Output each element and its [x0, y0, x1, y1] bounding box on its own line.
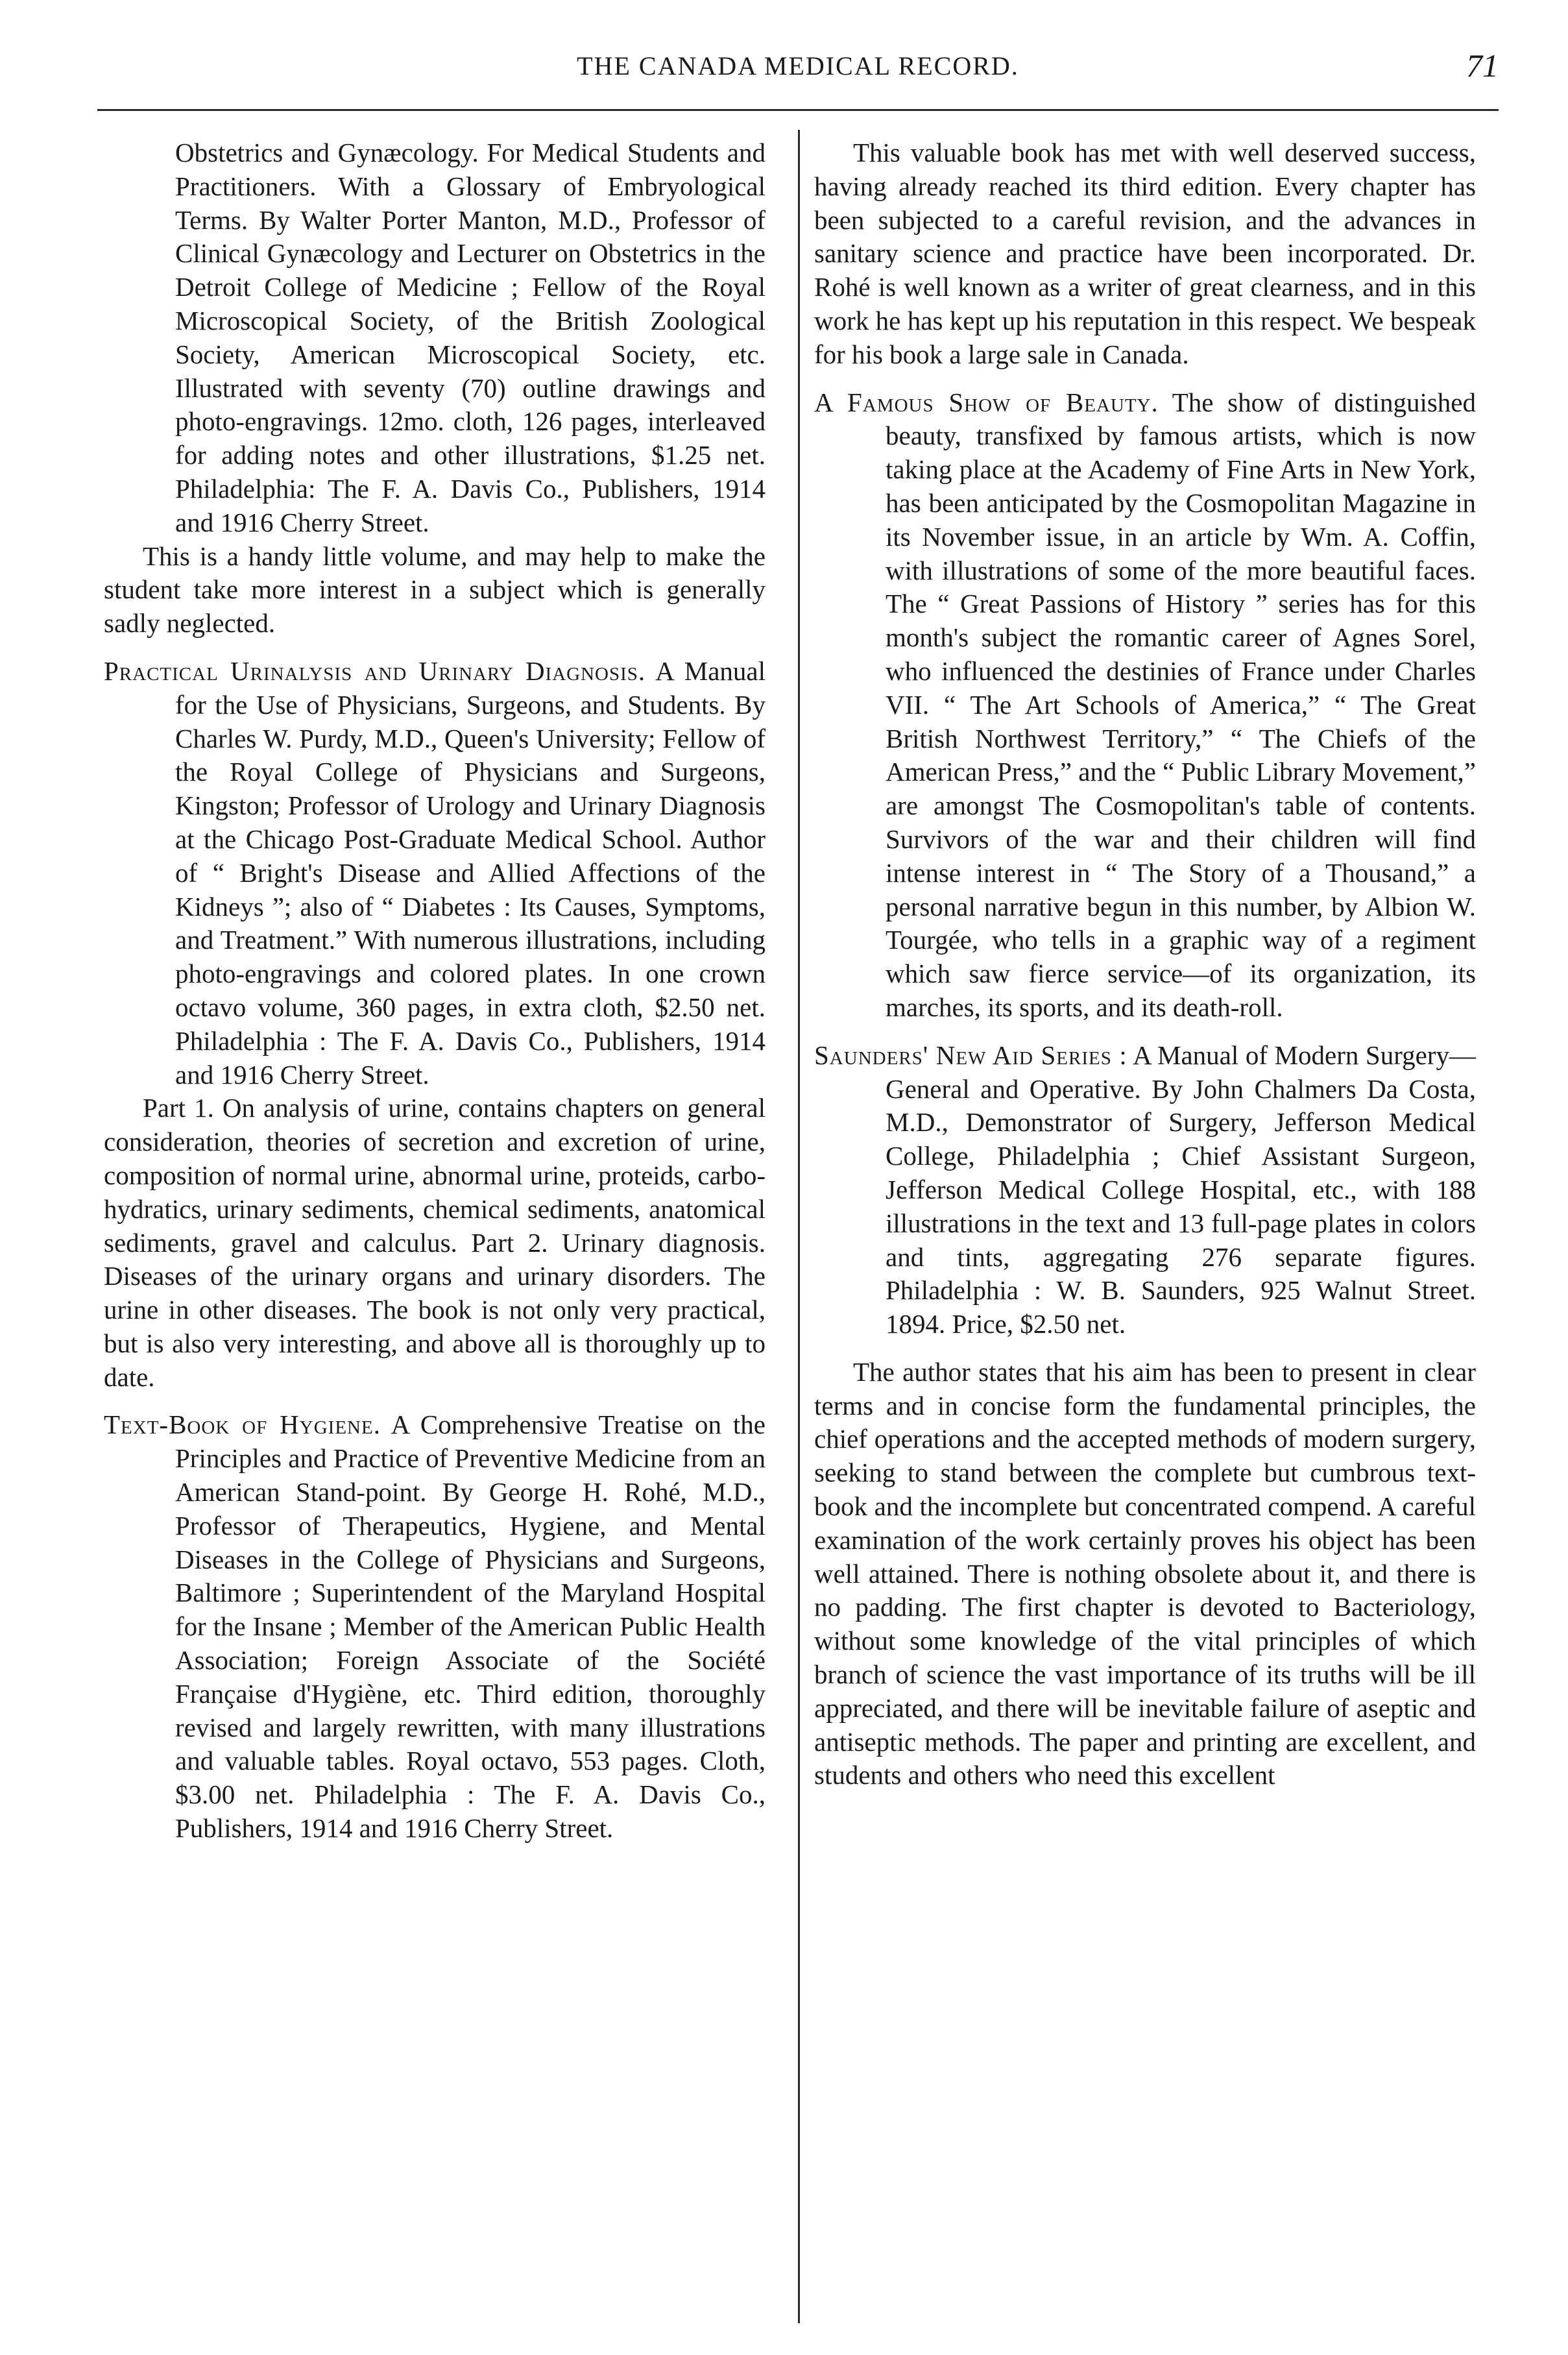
rohe-heading: Text-Book of Hygiene. — [104, 1409, 381, 1440]
saunders-details: A Manual of Modern Surgery—General and Operative. By John Chalmers Da Costa, M.D., Demonstrator of Surgery, Jefferson Medical College, Philadelphia ; Chief Assistant Surgeon, Jefferson Medical College Hospital, etc., with 188 illustrations in the text and 13 full-page plates in colors and tints, aggregating 276 separate figures. Philadelphia : W. B. Saunders, 925 Walnut Street. 1894. Price, $2.50 net. — [886, 1040, 1476, 1339]
saunders-book-entry — [814, 1039, 1476, 1341]
saunders-heading: Saunders' New Aid Series : — [814, 1040, 1128, 1070]
beauty-notice — [814, 386, 1476, 1025]
manton-book-entry: Obstetrics and Gynæcology. For Medical Students and Practitioners. With a Glossary of Embryological Terms. By Walter Porter Manton, M.D., Professor of Clinical Gynæcology and Lecturer on Obstetrics in the Detroit College of Medicine ; Fellow of the Royal Microscopical Society, of the British Zoological Society, American Microscopical Society, etc. Illustrated with seventy (70) outline drawings and photo-engravings. 12mo. cloth, 126 pages, interleaved for adding notes and other illustrations, $1.25 net. Philadelphia: The F. A. Davis Co., Publishers, 1914 and 1916 Cherry Street. — [175, 138, 766, 537]
saunders-review: The author states that his aim has been to present in clear terms and in concise form the fundamental principles, the chief operations and the accepted methods of modern surgery, seeking to stand between the complete but cumbrous text-book and the incomplete but concentrated compend. A careful examination of the work certainly proves his object has been well attained. There is nothing obsolete about it, and there is no padding. The first chapter is devoted to Bacteriology, without some knowledge of the vital principles of which branch of science the vast importance of its truths will be ill appreciated, and there will be inevitable failure of aseptic and antiseptic methods. The paper and printing are excellent, and students and others who need this excellent — [814, 1356, 1476, 1790]
purdy-book-entry — [104, 655, 766, 1092]
journal-title: THE CANADA MEDICAL RECORD. — [577, 51, 1019, 80]
column-separator — [798, 130, 800, 2323]
beauty-details: The show of distinguished beauty, transfixed by famous artists, which is now taking place at the Academy of Fine Arts in New York, has been anticipated by the Cosmopolitan Magazine in its November issue, in an article by Wm. A. Coffin, with illustrations of some of the more beautiful faces. The “ Great Passions of History ” series has for this month's subject the romantic career of Agnes Sorel, who influenced the destinies of France under Charles VII. “ The Art Schools of America,” “ The Great British Northwest Territory,” “ The Chiefs of the American Press,” and the “ Public Library Movement,” are amongst The Cosmopolitan's table of contents. Survivors of the war and their children will find intense interest in “ The Story of a Thousand,” a personal narrative begun in this number, by Albion W. Tourgée, who tells in a graphic way of a regiment which saw fierce service—of its organization, its marches, its sports, and its death-roll. — [886, 387, 1476, 1022]
page-number: 71 — [1466, 47, 1499, 84]
rohe-review: This valuable book has met with well deserved success, having already reached its third edition. Every chapter has been subjected to a careful revision, and the advances in sanitary science and practice have been incorporated. Dr. Rohé is well known as a writer of great clearness, and in this work he has kept up his reputation in this respect. We bespeak for his book a large sale in Canada. — [814, 138, 1476, 369]
purdy-review: Part 1. On analysis of urine, contains chapters on general consideration, theories of secretion and excretion of urine, composition of normal urine, abnormal urine, proteids, carbo-hydratics, urinary sediments, chemical sediments, anatomical sediments, gravel and calculus. Part 2. Urinary diagnosis. Diseases of the urinary organs and urinary disorders. The urine in other diseases. The book is not only very practical, but is also very interesting, and above all is thoroughly up to date. — [104, 1093, 766, 1392]
purdy-heading: Practical Urinalysis and Urinary Diagnosis. — [104, 655, 646, 686]
right-column — [814, 136, 1476, 1792]
running-header — [97, 47, 1499, 90]
header-rule — [97, 109, 1499, 111]
purdy-details: A Manual for the Use of Physicians, Surgeons, and Students. By Charles W. Purdy, M.D., Queen's University; Fellow of the Royal College of Physicians and Surgeons, Kingston; Professor of Urology and Urinary Diagnosis at the Chicago Post-Graduate Medical School. Author of “ Bright's Disease and Allied Affections of the Kidneys ”; also of “ Diabetes : Its Causes, Symptoms, and Treatment.” With numerous illustrations, including photo-engravings and colored plates. In one crown octavo volume, 360 pages, in extra cloth, $2.50 net. Philadelphia : The F. A. Davis Co., Publishers, 1914 and 1916 Cherry Street. — [175, 655, 766, 1090]
left-column — [104, 136, 766, 1846]
rohe-book-entry — [104, 1408, 766, 1845]
manton-review: This is a handy little volume, and may help to make the student take more interest in a subject which is generally sadly neglected. — [104, 541, 766, 639]
rohe-details: A Comprehensive Treatise on the Principles and Practice of Preventive Medicine from an American Stand-point. By George H. Rohé, M.D., Professor of Therapeutics, Hygiene, and Mental Diseases in the College of Physicians and Surgeons, Baltimore ; Superintendent of the Maryland Hospital for the Insane ; Member of the American Public Health Association; Foreign Associate of the Société Française d'Hygiène, etc. Third edition, thoroughly revised and largely rewritten, with many illustrations and valuable tables. Royal octavo, 553 pages. Cloth, $3.00 net. Philadelphia : The F. A. Davis Co., Publishers, 1914 and 1916 Cherry Street. — [175, 1409, 766, 1844]
beauty-heading: A Famous Show of Beauty. — [814, 387, 1159, 417]
